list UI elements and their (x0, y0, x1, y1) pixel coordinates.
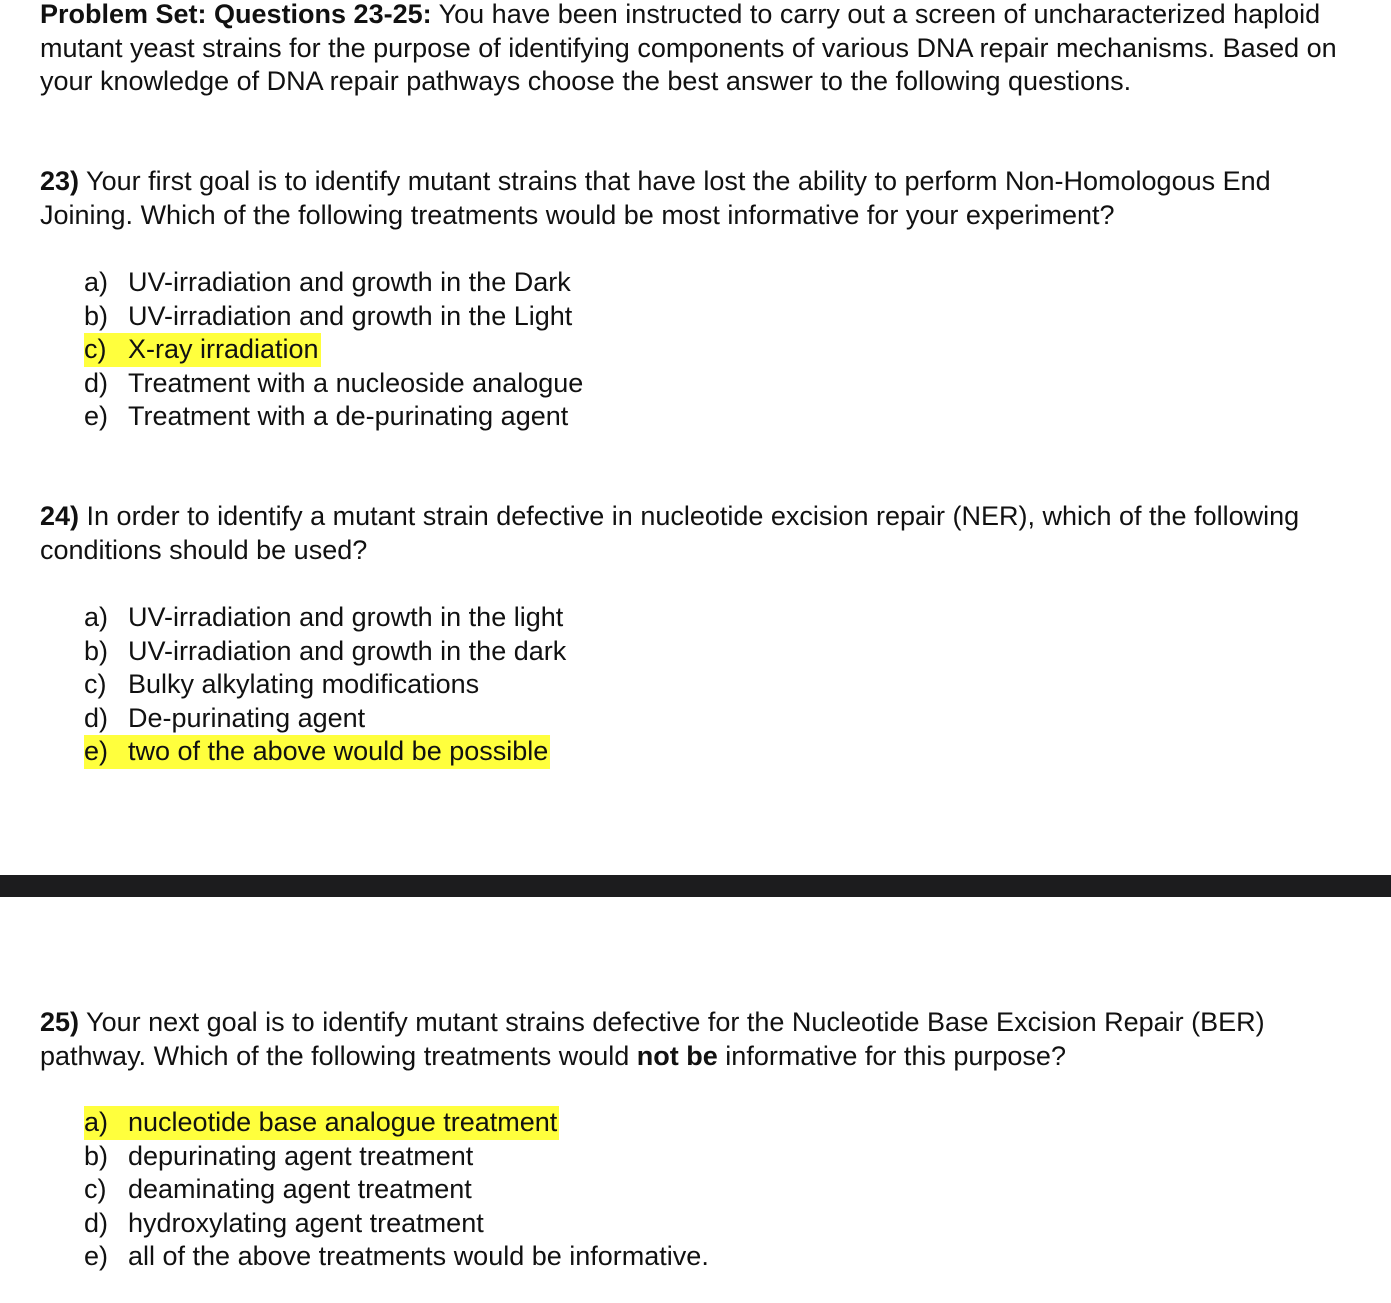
option-text: UV-irradiation and growth in the Light (128, 300, 573, 331)
question-number: 23) (40, 166, 80, 196)
option-d[interactable] (84, 367, 585, 401)
question-text: Your next goal is to identify mutant strains defective for the Nucleotide Base Excision Repair (BER) pathway. Which of the following treatments would (40, 1007, 1265, 1071)
option-letter: d) (84, 1207, 109, 1238)
option-letter: c) (84, 334, 107, 364)
option-letter: d) (84, 702, 109, 733)
option-letter: a) (84, 602, 109, 632)
option-letter: d) (84, 367, 109, 398)
option-letter: b) (84, 300, 109, 331)
option-e-highlighted[interactable] (84, 735, 568, 769)
option-text: De-purinating agent (128, 702, 366, 733)
option-e[interactable] (84, 400, 585, 434)
question-25 (40, 1006, 1350, 1073)
option-text: X-ray irradiation (128, 334, 319, 364)
option-a[interactable] (84, 266, 585, 300)
option-c-highlighted[interactable] (84, 333, 585, 367)
option-e[interactable] (84, 1240, 711, 1274)
option-c[interactable] (84, 1173, 711, 1207)
question-24-options (84, 601, 568, 769)
question-25-options (84, 1106, 711, 1274)
question-number: 25) (40, 1007, 80, 1037)
option-text: UV-irradiation and growth in the light (128, 602, 564, 632)
option-text: hydroxylating agent treatment (128, 1207, 484, 1238)
option-letter: c) (84, 669, 107, 699)
option-text: UV-irradiation and growth in the dark (128, 635, 567, 666)
option-letter: a) (84, 1107, 109, 1137)
option-letter: b) (84, 635, 109, 666)
option-a-highlighted[interactable] (84, 1106, 711, 1140)
option-text: UV-irradiation and growth in the Dark (128, 267, 571, 297)
question-emphasis: not be (636, 1040, 718, 1071)
question-23-options (84, 266, 585, 434)
option-b[interactable] (84, 300, 585, 334)
option-letter: e) (84, 736, 109, 766)
question-24 (40, 500, 1350, 567)
question-text-end: informative for this purpose? (717, 1040, 1066, 1071)
option-letter: e) (84, 1241, 109, 1271)
option-text: Bulky alkylating modifications (128, 669, 480, 699)
option-b[interactable] (84, 635, 568, 669)
problem-set-intro (40, 0, 1350, 99)
question-text: Your first goal is to identify mutant strains that have lost the ability to perform Non-Homologous End Joining. Which of the following treatments would be most informative for your experiment? (40, 166, 1271, 230)
problem-set-intro-text: You have been instructed to carry out a screen of uncharacterized haploid mutant yeast strains for the purpose of identifying components of various DNA repair mechanisms. Based on your knowledge of DNA repair pathways choose the best answer to the following questions. (40, 0, 1337, 96)
option-text: depurinating agent treatment (128, 1140, 474, 1171)
option-letter: a) (84, 267, 109, 297)
option-text: Treatment with a nucleoside analogue (128, 367, 584, 398)
option-text: Treatment with a de-purinating agent (128, 401, 569, 431)
option-letter: b) (84, 1140, 109, 1171)
problem-set-heading: Problem Set: Questions 23-25: (40, 0, 432, 29)
question-23 (40, 165, 1350, 232)
option-letter: c) (84, 1174, 107, 1204)
option-c[interactable] (84, 668, 568, 702)
question-number: 24) (40, 501, 80, 531)
option-text: deaminating agent treatment (128, 1174, 472, 1204)
option-b[interactable] (84, 1140, 711, 1174)
question-text: In order to identify a mutant strain defective in nucleotide excision repair (NER), which of the following conditions should be used? (40, 501, 1300, 565)
option-letter: e) (84, 401, 109, 431)
option-a[interactable] (84, 601, 568, 635)
option-text: nucleotide base analogue treatment (128, 1107, 558, 1137)
option-text: all of the above treatments would be informative. (128, 1241, 709, 1271)
option-text: two of the above would be possible (128, 736, 549, 766)
page-divider (0, 875, 1391, 897)
option-d[interactable] (84, 702, 568, 736)
option-d[interactable] (84, 1207, 711, 1241)
